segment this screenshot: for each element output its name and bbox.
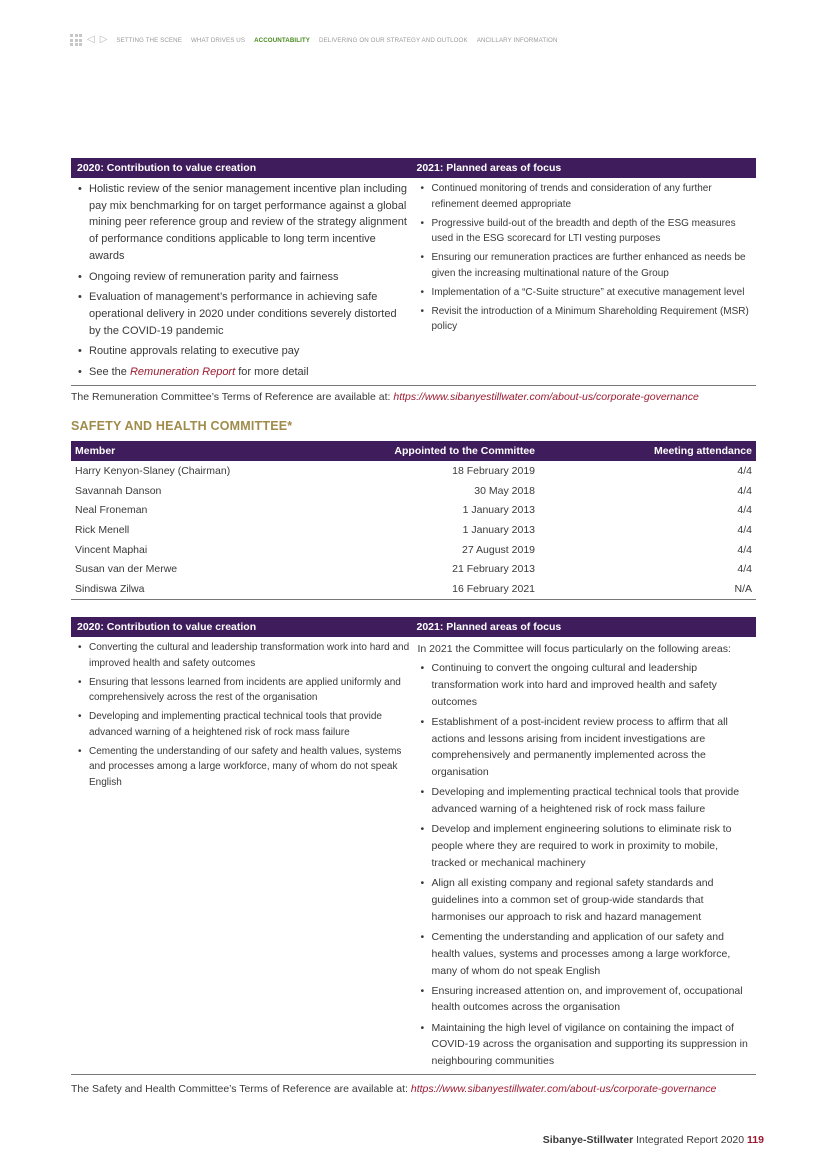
member-name: Harry Kenyon-Slaney (Chairman) [75,464,231,477]
grid-menu-icon[interactable] [70,34,82,46]
table-row [71,481,756,501]
list-item: • Converting the cultural and leadership transformation work into hard and improved health and safety outcomes [75,640,410,671]
committee-members-table [71,441,756,600]
attendance: 4/4 [737,563,752,576]
list-item [75,364,410,381]
list-item: • Revisit the introduction of a Minimum Shareholding Requirement (MSR) policy [418,304,753,335]
list-item: • Maintaining the high level of vigilance on containing the impact of COVID-19 across the organisation and supporting its suppression in neighbouring communities [418,1020,753,1070]
list-item: • Evaluation of management’s performance in achieving safe operational delivery in 2020 under conditions severely distorted by the COVID-19 pandemic [75,289,410,339]
contribution-column [71,178,414,385]
contribution-column [71,637,414,1074]
list-item: • Cementing the understanding of our safety and health values, systems and processes among a large workforce, many of whom do not speak English [75,744,410,791]
column-header-planned: 2021: Planned areas of focus [416,621,562,633]
nav-delivering-strategy[interactable]: DELIVERING ON OUR STRATEGY AND OUTLOOK [319,36,468,44]
section-title: SAFETY AND HEALTH COMMITTEE* [71,419,293,433]
planned-column [414,178,757,385]
column-header-planned: 2021: Planned areas of focus [416,162,562,174]
nav-what-drives-us[interactable]: WHAT DRIVES US [190,36,246,44]
table-row [71,520,756,540]
corporate-governance-link[interactable]: https://www.sibanyestillwater.com/about-us/corporate-governance [410,1083,717,1095]
member-name: Neal Froneman [75,504,148,517]
appointed-date: 21 February 2013 [452,563,535,576]
page-number: 119 [747,1134,764,1146]
table-row [71,579,756,599]
list-item: • Cementing the understanding and application of our safety and health values, systems and processes among a large workforce, many of whom do not speak English [418,929,753,979]
member-name: Rick Menell [75,523,130,536]
appointed-date: 16 February 2021 [279,579,539,599]
attendance: 4/4 [737,484,752,497]
appointed-date: 1 January 2013 [462,504,535,517]
list-item: • Ensuring that lessons learned from incidents are applied uniformly and comprehensively across the rest of the organisation [75,675,410,706]
remuneration-focus-table [71,158,756,386]
safety-terms-of-reference [71,1083,716,1095]
column-header-attendance: Meeting attendance [539,441,756,461]
member-name: Susan van der Merwe [75,563,178,576]
nav-setting-the-scene[interactable]: SETTING THE SCENE [116,36,182,44]
arrow-left-icon[interactable]: ◁ [87,34,95,45]
column-header-appointed: Appointed to the Committee [279,441,539,461]
table-header-row [71,441,756,461]
list-item: • Continuing to convert the ongoing cultural and leadership transformation work into hard and improved health and safety outcomes [418,660,753,710]
safety-focus-table [71,617,756,1075]
see-suffix: for more detail [235,366,309,379]
page-footer [543,1134,764,1146]
list-item: • Develop and implement engineering solutions to eliminate risk to people where they are required to work in proximity to mobile, tracked or mechanical machinery [418,821,753,871]
appointed-date: 18 February 2019 [452,464,535,477]
attendance: 4/4 [737,543,752,556]
see-prefix: See the [89,366,130,379]
planned-intro: In 2021 the Committee will focus particularly on the following areas: [417,643,731,655]
column-header-member: Member [71,441,279,461]
tor-text: The Remuneration Committee’s Terms of Reference are available at: [71,391,394,403]
appointed-date: 30 May 2018 [474,484,535,497]
nav-accountability[interactable]: ACCOUNTABILITY [254,36,311,44]
planned-column [414,637,757,1074]
attendance: 4/4 [737,523,752,536]
list-item: • Continued monitoring of trends and consideration of any further refinement deemed appropriate [418,181,753,212]
list-item: • Implementation of a “C-Suite structure” at executive management level [418,285,753,301]
attendance: N/A [539,579,756,599]
report-title: Integrated Report 2020 [633,1134,748,1146]
table-row [71,461,756,481]
table-row [71,540,756,560]
list-item: • Ensuring increased attention on, and improvement of, occupational health outcomes across the organisation [418,983,753,1017]
column-header-contribution: 2020: Contribution to value creation [77,621,257,633]
appointed-date: 1 January 2013 [462,523,535,536]
remuneration-report-link[interactable]: Remuneration Report [129,366,236,379]
nav-ancillary-information[interactable]: ANCILLARY INFORMATION [476,36,558,44]
list-item: • Ensuring our remuneration practices are further enhanced as needs be given the increasing multinational nature of the Group [418,250,753,281]
tor-text: The Safety and Health Committee’s Terms of Reference are available at: [71,1083,411,1095]
member-name: Vincent Maphai [75,543,148,556]
appointed-date: 27 August 2019 [462,543,535,556]
list-item: • Routine approvals relating to executive pay [75,343,410,360]
attendance: 4/4 [737,464,752,477]
list-item: • Ongoing review of remuneration parity and fairness [75,269,410,286]
list-item: • Align all existing company and regional safety standards and guidelines into a common set of group-wide standards that harmonises our approach to risk and hazard management [418,875,753,925]
list-item: • Developing and implementing practical technical tools that provide advanced warning of a heightened risk of rock mass failure [418,784,753,818]
table-row [71,500,756,520]
company-name: Sibanye-Stillwater [542,1134,634,1146]
attendance: 4/4 [737,504,752,517]
remuneration-terms-of-reference [71,391,699,403]
member-name: Sindiswa Zilwa [71,579,279,599]
table-row [71,559,756,579]
list-item: • Establishment of a post-incident review process to affirm that all actions and lessons arising from incident investigations are comprehensively and permanently implemented across the organisation [418,714,753,781]
member-name: Savannah Danson [75,484,162,497]
list-item: • Progressive build-out of the breadth and depth of the ESG measures used in the ESG scorecard for LTI vesting purposes [418,216,753,247]
top-navigation [70,33,567,47]
list-item: • Developing and implementing practical technical tools that provide advanced warning of a heightened risk of rock mass failure [75,709,410,740]
list-item: • Holistic review of the senior management incentive plan including pay mix benchmarking for on target performance against a global mining peer reference group and review of the strategy alignment of performance conditions applicable to long term incentive awards [75,181,410,265]
column-header-contribution: 2020: Contribution to value creation [77,162,257,174]
corporate-governance-link[interactable]: https://www.sibanyestillwater.com/about-us/corporate-governance [393,391,699,403]
arrow-right-icon[interactable]: ▷ [99,34,108,45]
